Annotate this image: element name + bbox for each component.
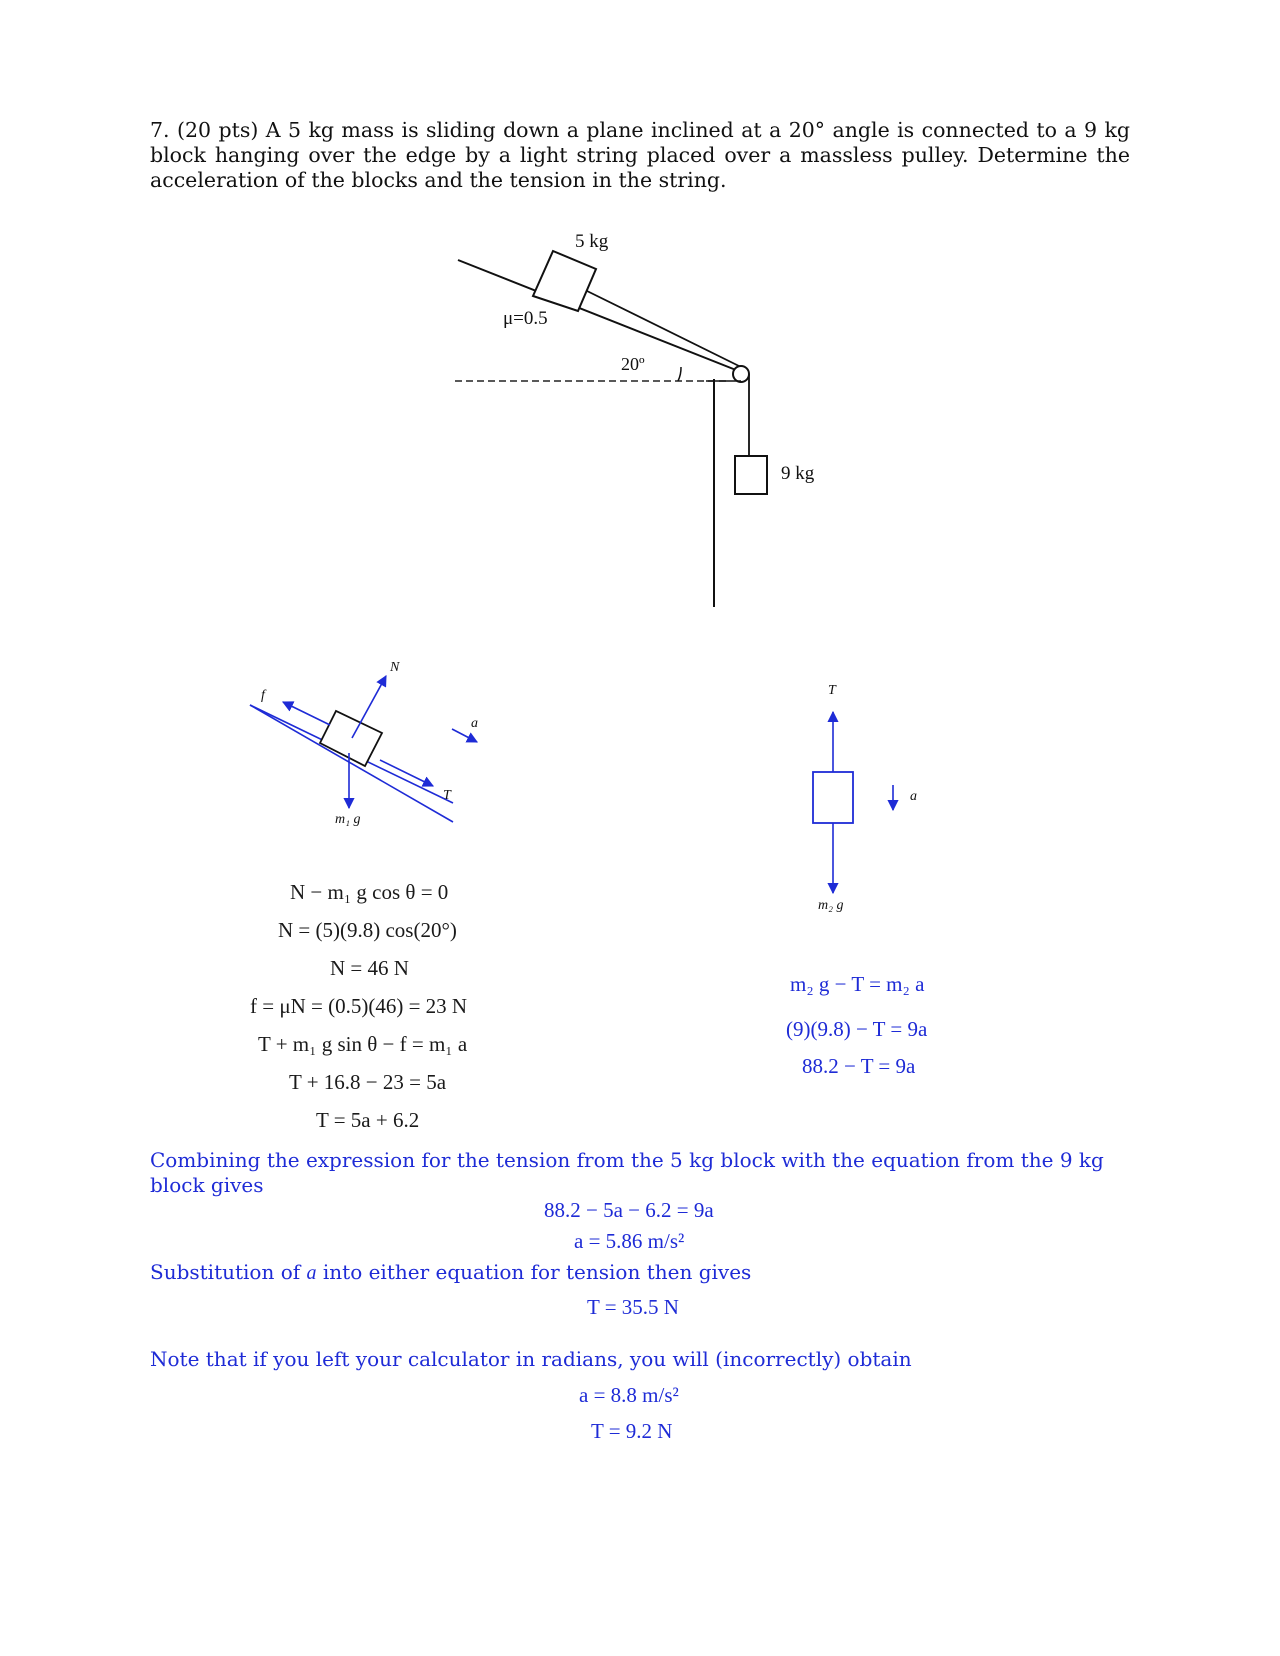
fbd1-label-N: N: [390, 660, 400, 675]
label-mu: μ=0.5: [503, 308, 548, 329]
eq1-normal-sub: N = (5)(9.8) cos(20°): [278, 918, 457, 942]
label-5kg: 5 kg: [575, 231, 609, 252]
fbd-block2: [740, 680, 960, 920]
incline-surface: [458, 260, 741, 372]
tension-result: T = 35.5 N: [587, 1295, 679, 1319]
wrong-acceleration: a = 8.8 m/s²: [579, 1383, 679, 1407]
acceleration-result: a = 5.86 m/s²: [574, 1229, 685, 1253]
fbd2-block: [813, 772, 853, 823]
substitution-text-post: into either equation for tension then gives: [316, 1260, 752, 1284]
fbd1-label-f: f: [261, 688, 265, 703]
eq1-normal-result: N = 46 N: [330, 956, 409, 980]
setup-diagram: [0, 0, 1280, 640]
note-text: Note that if you left your calculator in radians, you will (incorrectly) obtain: [150, 1347, 912, 1371]
combined-equation: 88.2 − 5a − 6.2 = 9a: [544, 1198, 714, 1222]
fbd1-friction-arrow: [283, 702, 330, 725]
substitution-text-pre: Substitution of: [150, 1260, 307, 1284]
block-9kg: [735, 456, 767, 494]
label-angle: 20º: [621, 354, 645, 374]
eq2-newton: m₂ g − T = m₂ a: [790, 972, 925, 996]
eq1-tension-expr: T = 5a + 6.2: [316, 1108, 420, 1132]
fbd1-block: [320, 711, 382, 766]
fbd2-label-T: T: [828, 683, 836, 698]
combining-text: Combining the expression for the tension from the 5 kg block with the equation from the 9 kg block gives: [150, 1148, 1104, 1197]
pulley: [733, 366, 749, 382]
block-5kg: [533, 251, 596, 311]
fbd1-label-T: T: [443, 788, 451, 803]
eq1-friction: f = μN = (0.5)(46) = 23 N: [250, 994, 468, 1018]
substitution-var: a: [306, 1262, 317, 1284]
fbd1-label-a: a: [471, 716, 478, 731]
problem-statement: 7. (20 pts) A 5 kg mass is sliding down a plane inclined at a 20° angle is connected to a 9 kg block hanging over the edge by a light string placed over a massless pulley. Determine the acceleration of the blocks and the tension in the string.: [150, 118, 1130, 192]
fbd-block1: [0, 640, 640, 860]
eq2-simplified: 88.2 − T = 9a: [802, 1054, 916, 1078]
substitution-text: [150, 1260, 1130, 1286]
eq2-sub: (9)(9.8) − T = 9a: [786, 1017, 928, 1041]
fbd2-label-a: a: [910, 789, 917, 804]
eq1-newton-sub: T + 16.8 − 23 = 5a: [289, 1070, 447, 1094]
eq1-normal-balance: N − m₁ g cos θ = 0: [290, 880, 449, 904]
string-incline: [585, 290, 741, 367]
label-9kg: 9 kg: [781, 463, 815, 484]
wrong-tension: T = 9.2 N: [591, 1419, 673, 1443]
fbd2-label-m2g: m₂ g: [818, 898, 844, 913]
angle-arc: [678, 367, 681, 381]
fbd1-label-m1g: m₁ g: [335, 812, 361, 827]
eq1-newton: T + m₁ g sin θ − f = m₁ a: [258, 1032, 468, 1056]
fbd1-tension-arrow: [380, 760, 433, 786]
